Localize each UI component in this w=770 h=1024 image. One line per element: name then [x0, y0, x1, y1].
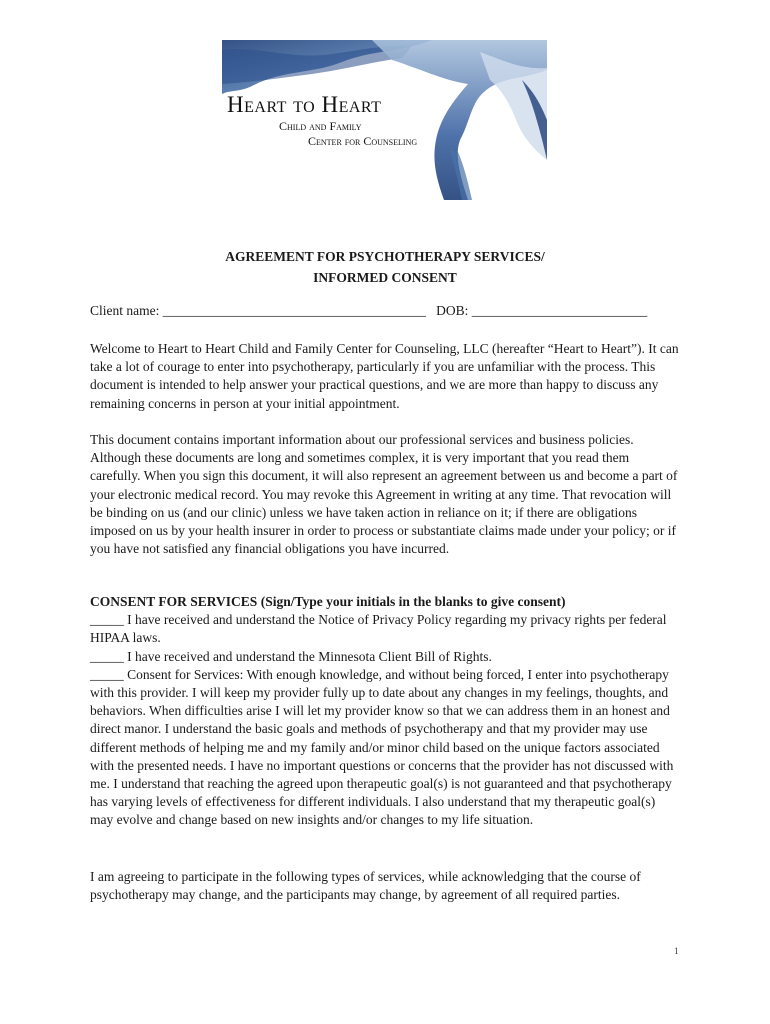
consent-section: [90, 593, 680, 830]
logo-watercolor-art: [222, 40, 547, 200]
consent-item-privacy[interactable]: _____ I have received and understand the Notice of Privacy Policy regarding my privacy rights per federal HIPAA laws.: [90, 612, 667, 646]
document-title-line2: INFORMED CONSENT: [313, 270, 457, 285]
logo-subtitle-line2: Center for Counseling: [308, 134, 418, 148]
services-agreement-paragraph: I am agreeing to participate in the following types of services, while acknowledging that the course of psychotherapy may change, and the participants may change, by agreement of all required parties.: [90, 869, 641, 903]
document-title-line1: AGREEMENT FOR PSYCHOTHERAPY SERVICES/: [225, 249, 545, 264]
logo-title: Heart to Heart: [227, 92, 382, 117]
document-info-paragraph: This document contains important information about our professional services and business policies. Although these documents are long and sometimes complex, it is very important that you read them carefully. When you sign this document, it will also represent an agreement between us and become a part of your electronic medical record. You may revoke this Agreement in writing at any time. That revocation will be binding on us (and our clinic) unless we have taken action in reliance on it; if there are obligations imposed on us by your health insurer in order to process or substantiate claims made under your policy; or if you have not satisfied any financial obligations you have incurred.: [90, 432, 678, 557]
consent-item-bill-of-rights[interactable]: _____ I have received and understand the Minnesota Client Bill of Rights.: [90, 648, 492, 664]
consent-heading: CONSENT FOR SERVICES (Sign/Type your initials in the blanks to give consent): [90, 594, 566, 609]
client-name-field[interactable]: _______________________________________: [162, 303, 426, 318]
welcome-paragraph: Welcome to Heart to Heart Child and Family Center for Counseling, LLC (hereafter “Heart to Heart”). It can take a lot of courage to enter into psychotherapy, particularly if you are unfamiliar with the process. This document is intended to help answer your practical questions, and we are more than happy to discuss any remaining concerns in person at your initial appointment.: [90, 341, 679, 411]
dob-field[interactable]: __________________________: [471, 303, 648, 318]
document-title: [90, 246, 680, 288]
consent-item-services[interactable]: _____ Consent for Services: With enough knowledge, and without being forced, I enter into psychotherapy with this provider. I will keep my provider fully up to date about any changes in my feelings, thoughts, and behaviors. When difficulties arise I will let my provider know so that we can address them in an honest and direct manor. I understand the basic goals and methods of psychotherapy and that my provider may use different methods of helping me and my family and/or minor child based on the unique factors associated with the presented needs. I have no important questions or concerns that the provider has not discussed with me. I understand that reaching the agreed upon therapeutic goal(s) is not guaranteed and that psychotherapy has varying levels of effectiveness for different individuals. I also understand that my therapeutic goal(s) may evolve and change based on new insights and/or changes to my life situation.: [90, 666, 674, 828]
dob-label: DOB:: [436, 303, 469, 318]
page-number: 1: [674, 946, 679, 956]
client-name-label: Client name:: [90, 303, 160, 318]
client-info-line: [90, 303, 690, 319]
logo-subtitle-line1: Child and Family: [279, 119, 362, 133]
logo: [222, 40, 547, 200]
